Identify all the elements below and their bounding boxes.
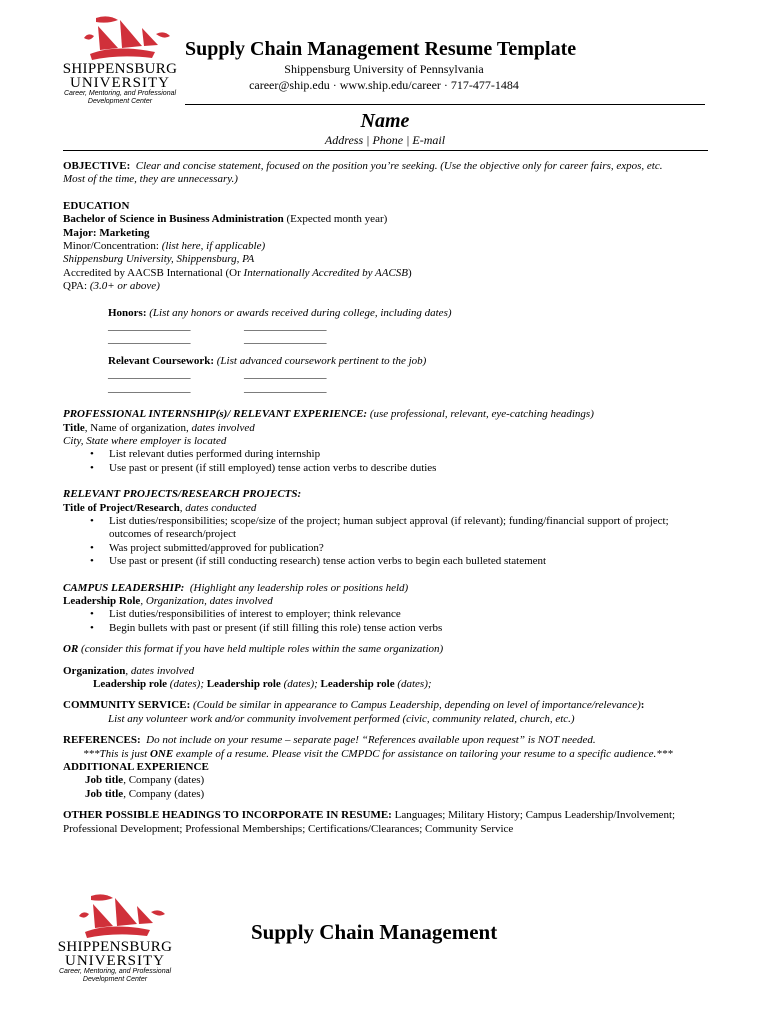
project-bullets	[63, 515, 708, 569]
other-text-2: Professional Development; Professional Memberships; Certifications/Clearances; Community Service	[63, 822, 514, 835]
blank-line: _______________	[244, 381, 327, 394]
list-item: • Begin bullets with past or present (if still filling this role) tense action verbs	[90, 622, 708, 635]
additional-heading: ADDITIONAL EXPERIENCE	[63, 761, 209, 774]
job-title: Job title	[85, 787, 124, 800]
internship-location: City, State where employer is located	[63, 434, 227, 447]
additional-job	[63, 788, 708, 801]
shippensburg-logo	[60, 14, 180, 106]
logo-line-2: UNIVERSITY	[70, 75, 170, 91]
campus-note: (Highlight any leadership roles or positions held)	[189, 581, 409, 594]
note-a: ***This is just	[83, 747, 150, 760]
candidate-name: Name	[360, 110, 410, 132]
blank-line: _______________	[108, 333, 191, 346]
or-label: OR	[63, 643, 79, 656]
role-dates: (dates);	[397, 678, 432, 690]
internship-title: Title	[63, 421, 85, 434]
ship-emblem-icon	[60, 14, 180, 62]
internship-bullets	[63, 448, 708, 475]
list-item: • Was project submitted/approved for publication?	[90, 542, 708, 555]
list-item: • List relevant duties performed during internship	[90, 448, 708, 461]
list-item: • List duties/responsibilities of interest to employer; think relevance	[90, 608, 708, 621]
campus-heading: CAMPUS LEADERSHIP:	[63, 581, 185, 594]
school: Shippensburg University, Shippensburg, PA	[63, 253, 255, 266]
shippensburg-logo-footer	[55, 892, 175, 984]
list-item-text: List duties/responsibilities; scope/size of the project; human subject approval (if relevant); funding/financial support of project;	[109, 514, 669, 527]
logo-line-4: Development Center	[87, 98, 153, 105]
blank-line: _______________	[108, 320, 191, 333]
other-heading: OTHER POSSIBLE HEADINGS TO INCORPORATE IN RESUME:	[63, 809, 392, 822]
education-heading: EDUCATION	[63, 199, 130, 212]
qpa-value: (3.0+ or above)	[89, 280, 160, 293]
name-divider	[63, 150, 708, 151]
internship-org: , Name of organization,	[84, 421, 192, 434]
campus-bullets	[63, 608, 708, 635]
coursework-blanks-2	[63, 382, 708, 395]
header-org: Shippensburg University of Pennsylvania	[284, 62, 484, 76]
organization-dates: , dates involved	[125, 664, 195, 677]
list-item: • Use past or present (if still employed) tense action verbs to describe duties	[90, 462, 708, 475]
logo-line-1: SHIPPENSBURG	[62, 61, 178, 77]
job-company: , Company (dates)	[123, 787, 205, 800]
references-text: Do not include on your resume – separate page! “References available upon request” is NOT needed.	[146, 734, 596, 747]
ship-emblem-icon	[55, 892, 175, 940]
note-b: ONE	[149, 747, 174, 760]
accredited-c: )	[408, 266, 412, 279]
internship-heading: PROFESSIONAL INTERNSHIP(s)/ RELEVANT EXPERIENCE:	[63, 408, 368, 421]
coursework-label: Relevant Coursework:	[108, 354, 215, 367]
accredited-a: Accredited by AACSB International (Or	[63, 266, 244, 279]
additional-job	[63, 774, 708, 787]
internship-note: (use professional, relevant, eye-catching headings)	[369, 408, 594, 421]
objective-text-2: Most of the time, they are unnecessary.)	[63, 173, 238, 186]
blank-line: _______________	[244, 368, 327, 381]
blank-line: _______________	[108, 368, 191, 381]
list-item-text-cont: outcomes of research/project	[109, 528, 237, 541]
community-note: (Could be similar in appearance to Campus Leadership, depending on level of importance/relevance)	[193, 699, 641, 712]
footer-title: Supply Chain Management	[251, 920, 498, 944]
note-c: example of a resume. Please visit the CMPDC for assistance on tailoring your resume to a specific audience.***	[173, 747, 673, 760]
role-dates: (dates);	[283, 678, 318, 690]
blank-line: _______________	[108, 381, 191, 394]
job-title: Job title	[85, 774, 124, 787]
references-note	[63, 748, 708, 761]
logo-line-1: SHIPPENSBURG	[57, 939, 173, 955]
logo-line-3: Career, Mentoring, and Professional	[58, 968, 172, 975]
major: Major: Marketing	[63, 226, 150, 239]
list-item: • Use past or present (if still conducting research) tense action verbs to begin each bulleted statement	[90, 555, 708, 568]
role-label: Leadership role	[93, 678, 168, 690]
community-text: List any volunteer work and/or community involvement performed (civic, community related, church, etc.)	[108, 712, 575, 725]
leadership-org: , Organization, dates involved	[140, 594, 273, 607]
other-text: Languages; Military History; Campus Leadership/Involvement;	[391, 809, 676, 822]
logo-line-2: UNIVERSITY	[65, 953, 165, 969]
document-title: Supply Chain Management Resume Template	[185, 38, 577, 60]
honors-text: (List any honors or awards received during college, including dates)	[149, 306, 452, 319]
honors-label: Honors:	[108, 306, 147, 319]
blank-line: _______________	[244, 320, 327, 333]
coursework-blanks	[63, 368, 708, 381]
project-title: Title of Project/Research	[63, 501, 180, 514]
honors-blanks-2	[63, 333, 708, 346]
objective-heading: OBJECTIVE:	[63, 160, 131, 172]
minor-label: Minor/Concentration:	[63, 240, 159, 253]
resume-body	[63, 160, 708, 836]
candidate-address: Address | Phone | E-mail	[324, 133, 446, 147]
projects-heading: RELEVANT PROJECTS/RESEARCH PROJECTS:	[63, 488, 302, 501]
leadership-roles-line	[63, 678, 708, 691]
community-colon: :	[640, 699, 645, 712]
role-dates: (dates);	[169, 678, 205, 690]
qpa-label: QPA:	[63, 280, 88, 293]
community-heading: COMMUNITY SERVICE:	[63, 699, 191, 712]
objective-section	[63, 160, 708, 173]
role-label: Leadership role	[320, 678, 395, 690]
objective-text: Clear and concise statement, focused on the position you’re seeking. (Use the objective only for career fairs, expos, etc.	[135, 160, 663, 172]
project-dates: , dates conducted	[179, 501, 257, 514]
leadership-role: Leadership Role	[63, 594, 141, 607]
references-heading: REFERENCES:	[63, 734, 141, 747]
internship-dates: dates involved	[191, 421, 255, 434]
header-divider	[185, 104, 705, 105]
or-text: (consider this format if you have held multiple roles within the same organization)	[81, 643, 444, 656]
logo-line-4: Development Center	[82, 976, 148, 983]
blank-line: _______________	[244, 333, 327, 346]
logo-line-3: Career, Mentoring, and Professional	[63, 90, 177, 97]
honors-blanks	[63, 320, 708, 333]
degree-date: (Expected month year)	[286, 213, 388, 226]
job-company: , Company (dates)	[123, 774, 205, 787]
list-item	[90, 515, 708, 542]
minor-text: (list here, if applicable)	[161, 240, 266, 253]
degree: Bachelor of Science in Business Administration	[63, 213, 284, 226]
header-contact: career@ship.edu · www.ship.edu/career · 717-477-1484	[249, 78, 519, 92]
accredited-b: Internationally Accredited by AACSB	[243, 266, 408, 279]
coursework-text: (List advanced coursework pertinent to the job)	[216, 354, 427, 367]
organization-label: Organization	[63, 664, 126, 677]
role-label: Leadership role	[206, 678, 281, 690]
